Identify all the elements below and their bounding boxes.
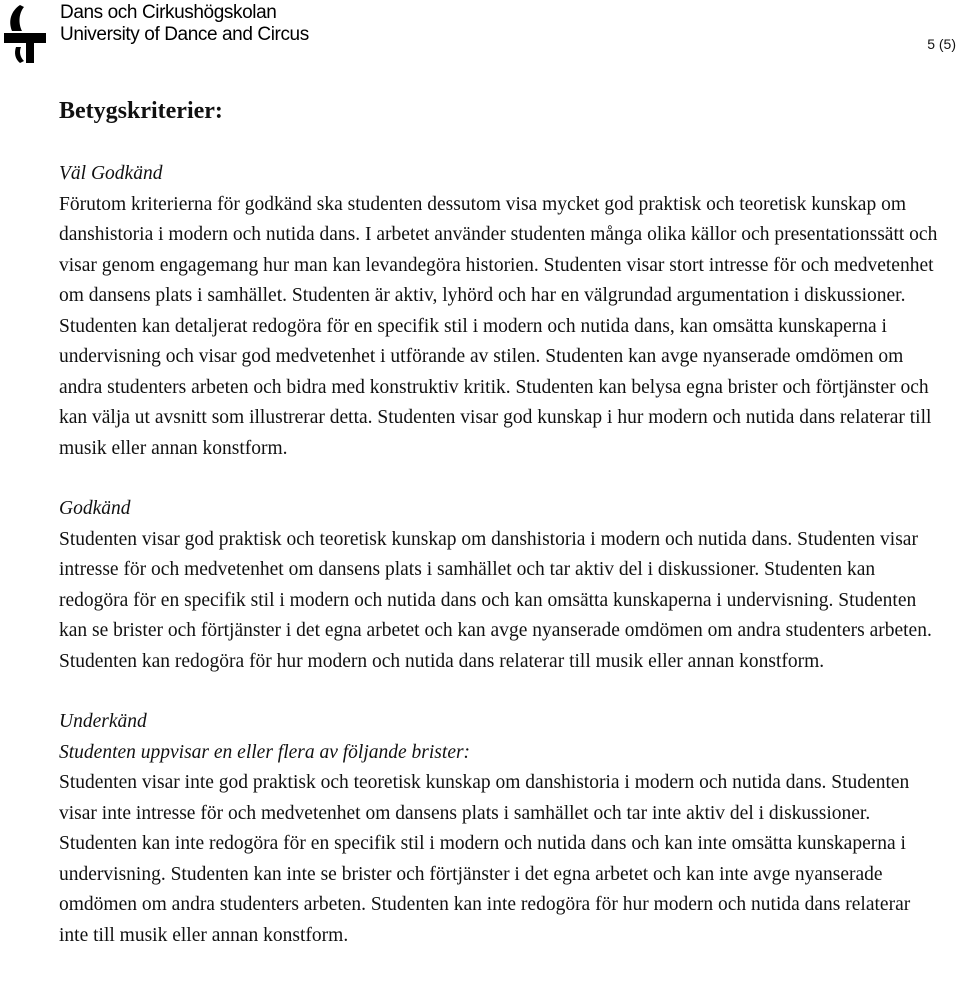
section-val-godkand: [59, 159, 939, 464]
section-title: Underkänd: [59, 711, 147, 732]
document-body: [59, 94, 939, 981]
page-header: [0, 0, 960, 70]
university-name: [60, 2, 309, 46]
section-text: Studenten visar god praktisk och teoretisk kunskap om danshistoria i modern och nutida dans. Studenten visar intresse för och medvetenhet om dansens plats i samhället och tar aktiv del i diskussioner. Studenten kan redogöra för en specifik stil i modern och nutida dans och kan omsätta kunskaperna i undervisning. Studenten kan se brister och förtjänster i det egna arbetet och kan avge nyanserade omdömen om andra studenters arbeten. Studenten kan redogöra för hur modern och nutida dans relaterar till musik eller annan konstform.: [59, 528, 932, 672]
university-logo-icon: [2, 3, 48, 65]
page-title: Betygskriterier:: [59, 98, 223, 124]
section-intro: Studenten uppvisar en eller flera av följande brister:: [59, 741, 471, 763]
section-godkand: [59, 494, 939, 677]
section-text: [59, 190, 939, 465]
section-title: Godkänd: [59, 498, 131, 519]
section-text-part2: Studenten kan detaljerat redogöra för en specifik stil i modern och nutida dans, kan omsätta kunskaperna i undervisning och visar god medvetenhet i utförande av stilen. Studenten kan avge nyanserade omdömen om andra studenters arbeten och bidra med konstruktiv kritik. Studenten kan belysa egna brister och förtjänster och kan välja ut avsnitt som illustrerar detta. Studenten visar god kunskap i hur modern och nutida dans relaterar till musik eller annan konstform.: [59, 315, 932, 459]
university-name-english: University of Dance and Circus: [60, 24, 309, 45]
page-number: 5 (5): [927, 36, 956, 52]
section-text-part1: Förutom kriterierna för godkänd ska studenten dessutom visa mycket god praktisk och teoretisk kunskap om danshistoria i modern och nutida dans. I arbetet använder studenten många olika källor och presentationssätt och visar genom engagemang hur man kan levandegöra historien. Studenten visar stort intresse för och medvetenhet om dansens plats i samhället. Studenten är aktiv, lyhörd och har en välgrundad argumentation i diskussioner.: [59, 193, 938, 306]
section-text: Studenten visar inte god praktisk och teoretisk kunskap om danshistoria i modern och nutida dans. Studenten visar inte intresse för och medvetenhet om dansens plats i samhället och tar inte aktiv del i diskussioner. Studenten kan inte redogöra för en specifik stil i modern och nutida dans och kan inte omsätta kunskaperna i undervisning. Studenten kan inte se brister och förtjänster i det egna arbetet och kan inte avge nyanserade omdömen om andra studenters arbeten. Studenten kan inte redogöra för hur modern och nutida dans relaterar inte till musik eller annan konstform.: [59, 772, 911, 946]
section-title: Väl Godkänd: [59, 163, 163, 184]
university-name-swedish: Dans och Cirkushögskolan: [60, 2, 277, 23]
section-underkand: [59, 707, 939, 951]
